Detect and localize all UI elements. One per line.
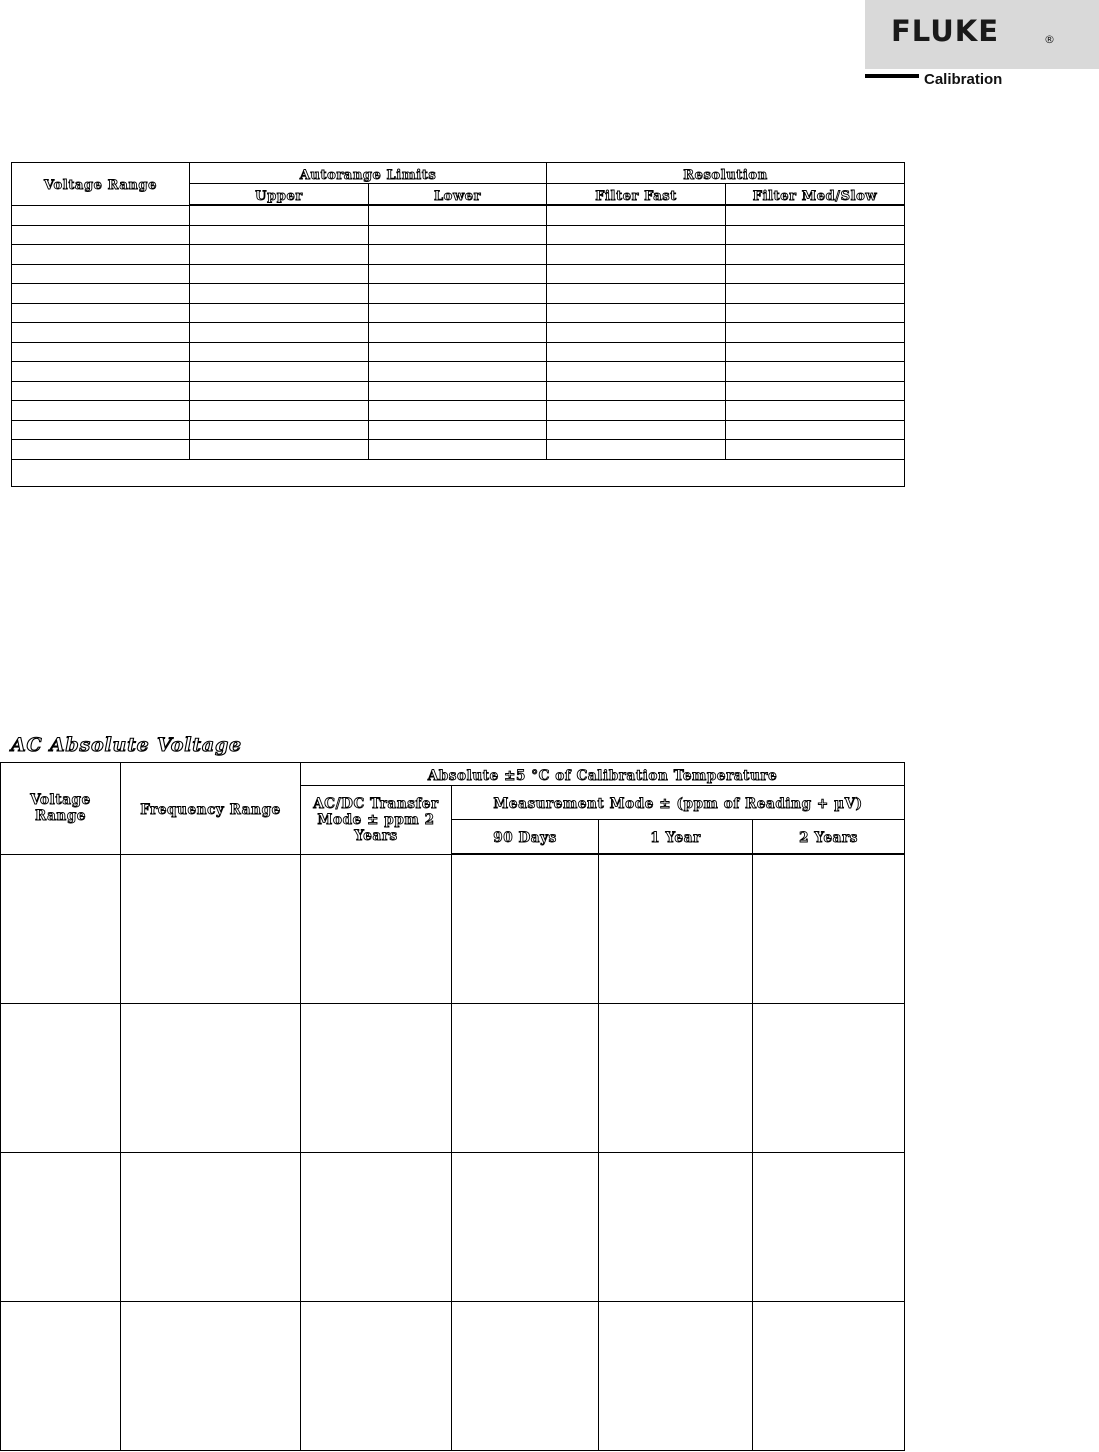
table-row — [1, 1004, 905, 1153]
filter-med-slow-header: Filter Med/Slow — [726, 184, 905, 206]
section-title: AC Absolute Voltage — [11, 734, 242, 756]
table-row — [12, 303, 905, 323]
table-row — [12, 401, 905, 421]
table-row — [12, 362, 905, 382]
transfer-mode-header: AC/DC Transfer Mode ± ppm 2 Years — [301, 786, 452, 855]
logo-rule — [865, 74, 919, 78]
table-row — [1, 1302, 905, 1451]
brand-logo: FLUKE — [891, 14, 1000, 48]
table-row — [12, 420, 905, 440]
table-row — [12, 225, 905, 245]
table-row — [12, 284, 905, 304]
ac-absolute-voltage-table — [0, 762, 905, 1451]
resolution-table — [11, 162, 905, 487]
table-row — [1, 1153, 905, 1302]
brand-subtitle: Calibration — [924, 71, 1003, 88]
frequency-range-header: Frequency Range — [121, 763, 301, 855]
table-row — [12, 264, 905, 284]
table-row — [12, 381, 905, 401]
upper-header: Upper — [190, 184, 369, 206]
table-row — [12, 245, 905, 265]
table-row — [12, 205, 905, 225]
measurement-mode-header: Measurement Mode ± (ppm of Reading + µV) — [452, 786, 905, 820]
table-row — [12, 342, 905, 362]
registered-mark: ® — [1044, 33, 1055, 46]
voltage-range-header: Voltage Range — [12, 163, 190, 206]
table-footnote-row — [12, 459, 905, 486]
lower-header: Lower — [369, 184, 547, 206]
table-row — [12, 440, 905, 460]
filter-fast-header: Filter Fast — [547, 184, 726, 206]
absolute-group-header: Absolute ±5 °C of Calibration Temperature — [301, 763, 905, 786]
years-2-header: 2 Years — [753, 820, 905, 855]
resolution-header: Resolution — [547, 163, 905, 184]
autorange-limits-header: Autorange Limits — [190, 163, 547, 184]
year-1-header: 1 Year — [599, 820, 753, 855]
table-row — [12, 323, 905, 343]
days-90-header: 90 Days — [452, 820, 599, 855]
table-row — [1, 854, 905, 1004]
voltage-range-header: Voltage Range — [1, 763, 121, 855]
